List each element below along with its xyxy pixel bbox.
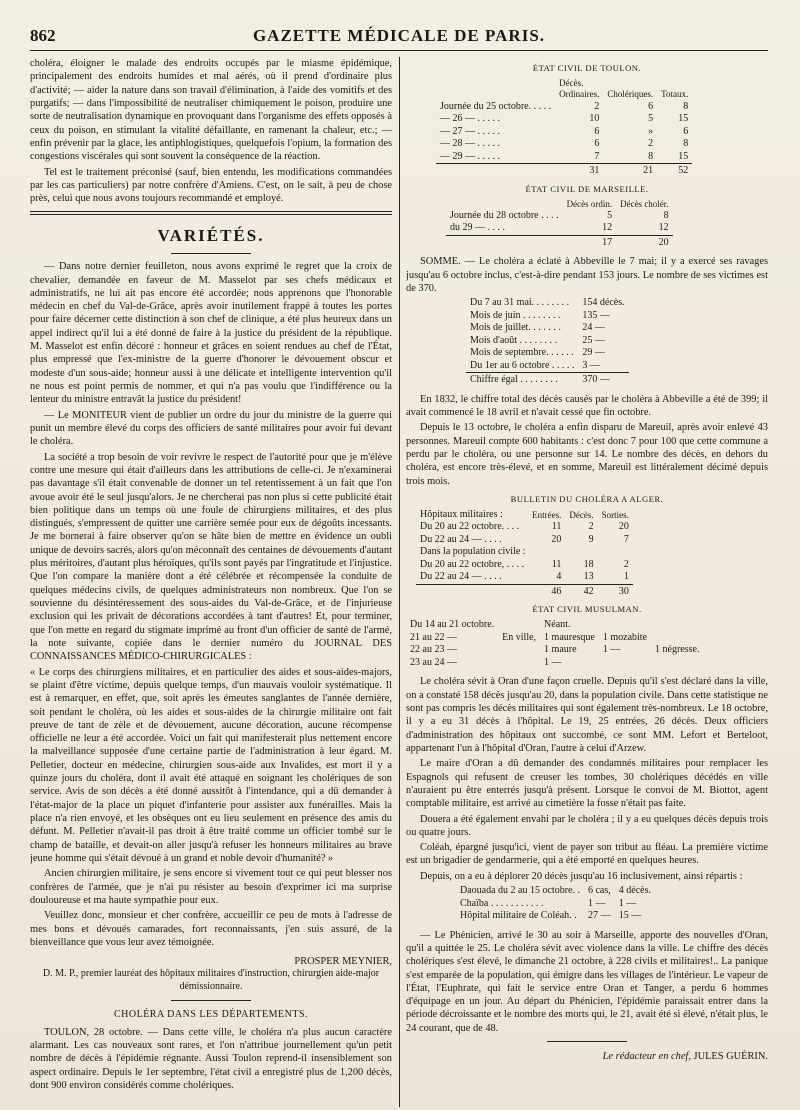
total-cell: 17 <box>563 235 616 249</box>
cell: 1 mozabite <box>602 631 648 643</box>
somme-paragraph-2: En 1832, le chiffre total des décès causés par le choléra à Abbeville a été de 399; il avait commencé le 18 avril et n'avait cessé que fin octobre. <box>406 393 768 418</box>
total-label: Chiffre égal . . . . . . . . <box>466 373 578 387</box>
musulman-table-title: ÉTAT CIVIL MUSULMAN. <box>532 604 642 615</box>
table-row <box>446 210 673 223</box>
varietes-paragraph-3: La société a trop besoin de voir revivre le respect de l'autorité pour que je m'élève contre une mesure qui était d'ailleurs dans les attributions de celle-ci. Je n'examinerai pas davantage s'il était convenable de donner un tel retentissement à un fait que l'on avoue avoir été le seul jusqu'alors. Je ne chercherai pas non plus si cette publicité était bien politique dans un temps où une foule de chirurgiens militaires, et des plus distingués, s'empressent de quitter une carrière semée pour eux de dégoûts incessants. Je me bornerai à faire observer qu'on se hâte bien de mettre en évidence un oubli unique de devoirs sacrés, alors qu'on méconnaît des centaines de dévouements d'autant plus méritoires, d'autant plus héroïques, qu'ils sont payés par l'ingratitude et l'injustice. Que l'on compare la manière dont a été célébrée et récompensée la conduite de quelques médecins civils, de quelques administrateurs non nombreux. Que l'on se souvienne du désintéressement des sous-aides du Val-de-Grâce, et de l'injurieuse exclusion qui les privait de décorations accordées à tant d'autres! Et, pour terminer, que l'on mette en regard du stigmate imprimé au front d'un officier de santé de l'armé, la note suivante, copiée dans le dernier numéro du JOURNAL DES CONNAISSANCES MÉDICO-CHIRURGICALES : <box>30 451 392 663</box>
cell: 5 <box>607 209 613 221</box>
row-label: Mois de septembre. . . . . . <box>470 347 574 359</box>
cell <box>599 657 651 670</box>
abbeville-table <box>466 297 629 387</box>
table-row <box>416 534 633 547</box>
signature-name: PROSPER MEYNIER, <box>294 956 392 968</box>
cell <box>651 632 703 645</box>
table-row <box>406 632 703 645</box>
total-cell: 370 — <box>578 373 628 387</box>
continuation-paragraph-2: Tel est le traitement préconisé (sauf, bien entendu, les modifications commandées par les cas particuliers) par notre confrère d'Amiens. C'est, on le sait, à peu de chose près, celui que nous avons toujours recommandé et employé. <box>30 166 392 205</box>
continuation-paragraph: choléra, éloigner le malade des endroits occupés par le miasme épidémique, principalement des endroits humides et mal aérés, où il prend d'ordinaire plus d'activité; — aider la nature dans son travail d'élimination, à l'aide des vomitifs et des purgatifs; — dans l'impossibilité de neutraliser chimiquement le poison, produire une sorte de neutralisation dynamique en provoquant dans l'organisme des effets opposés à ceux du poison, en stimulant la vitalité défaillante, en ramenant la chaleur, etc.; — enfin prévenir par la glace, les antiphlogistiques, quelquefois l'opium, la formation des congestions viscérales qui sont souvent la conséquence de la réaction. <box>30 58 392 163</box>
cell: 3 — <box>582 359 600 371</box>
row-label: 22 au 23 — <box>410 644 457 656</box>
cell: 20 <box>618 521 629 533</box>
total-cell: 30 <box>598 584 633 598</box>
columns <box>30 57 768 1107</box>
quoted-passage <box>30 666 392 866</box>
cell: 1 maure <box>544 644 577 656</box>
somme-paragraph-1: SOMME. — Le choléra a éclaté à Abbeville le 7 mai; il y a exercé ses ravages jusqu'au 6 octobre inclus, c'est-à-dire pendant 153 jours. Le nombre de ses victimes est de 370. <box>406 256 768 294</box>
cell: 15 — <box>618 910 642 922</box>
total-cell: 52 <box>657 164 692 178</box>
row-label: — 29 — . . . . . <box>440 150 500 162</box>
row-label: Du 14 au 21 octobre. <box>410 619 495 631</box>
table-row <box>456 910 655 923</box>
cell: 4 <box>556 571 562 583</box>
cell: 24 — <box>582 322 605 334</box>
cell <box>651 619 703 632</box>
table-header: Ordinaires. <box>559 89 600 100</box>
toulon-paragraph: TOULON, 28 octobre. — Dans cette ville, le choléra n'a plus aucun caractère alarmant. Les cas nouveaux sont rares, et l'on n'attribue journellement qu'un petit nombre de décès à l'épidémie régnante. Aussi Toulon reprend-il insensiblement son aspect ordinaire. Depuis le 1er septembre, l'état civil a enregistré plus de 1,200 décès, dont 900 environ considérés comme cholériques. <box>30 1026 392 1092</box>
row-label: 23 au 24 — <box>410 656 457 668</box>
cell <box>651 657 703 670</box>
cell <box>498 657 540 670</box>
table-header: Décès. <box>569 509 594 520</box>
cell <box>498 644 540 657</box>
oran-paragraph-3: Douera a été également envahi par le choléra ; il y a eu quelques décès depuis trois ou quatre jours. <box>406 813 768 838</box>
table-row <box>466 347 629 360</box>
total-cell: 21 <box>603 164 657 178</box>
title-rule <box>171 253 251 254</box>
coleah-table <box>456 885 655 923</box>
table-header: Cholériques. <box>607 89 654 100</box>
total-cell: 42 <box>565 584 597 598</box>
cell: 10 <box>589 113 600 124</box>
row-label: Du 7 au 31 mai. . . . . . . . <box>470 297 570 309</box>
cell: 1 négresse. <box>655 644 700 656</box>
closing-rule <box>547 1041 627 1042</box>
cell: 8 <box>683 138 689 149</box>
quote-text: « Le corps des chirurgiens militaires, et en particulier des aides et sous-aides-majors, se plaint d'être victime, depuis quelque temps, d'un mauvais vouloir systématique. Il est à remarquer, en effet, que, soit après les émeutes sanglantes de l'année dernière, soit pendant le choléra, où les aides et sous-aides de la chirurgie militaire ont fait preuve de tant de zèle et de dévouement, aucune décoration, aucune récompense officielle ne leur a été accordée. Voici un fait qui manifesterait plus nettement encore la malveillance supposée d'une certaine partie de l'administration à leur égard. M. Pelletier, docteur en médecine, chirurgien sous-aide aux Invalides, est mort il y a quinze jours du choléra, dont il avait été attaqué en soignant les cholériques de son service. Avis de son décès a été donné aussitôt à l'intendance, qui a dû demander à l'état-major de la place un piquet d'infanterie pour assister aux funérailles. Mais la place n'a rien envoyé, et les obsèques ont eu lieu seulement en présence des amis du défunt. M. Pelletier n'avait-il pas droit à être traité comme un officier tombé sur le champ de bataille, et devait-on aller jusqu'à refuser les honneurs militaires au brave jeune homme qui s'était dévoué à un grand et noble devoir d'humanité? » <box>30 666 392 864</box>
coleah-paragraph-1: Coléah, épargné jusqu'ici, vient de payer son tribut au fléau. La première victime est un brigadier de gendarmerie, qui a été emporté en quelques heures. <box>406 842 768 867</box>
table-row <box>436 101 692 114</box>
cell: 1 — <box>544 656 562 668</box>
cell: 1 <box>623 571 629 583</box>
cell: 15 <box>678 113 689 124</box>
cell: 1 — <box>587 897 606 909</box>
cholera-departements-title: CHOLÉRA DANS LES DÉPARTEMENTS. <box>113 1009 309 1021</box>
table-row <box>436 151 692 164</box>
cell: 7 <box>623 533 629 545</box>
musulman-table <box>406 619 703 669</box>
cell: 9 <box>588 533 594 545</box>
editor-signature <box>406 1050 768 1063</box>
total-cell: 20 <box>616 235 672 249</box>
row-label: Hôpitaux militaires : <box>420 508 503 520</box>
row-label: Dans la population civile : <box>420 546 526 558</box>
table-row <box>416 571 633 584</box>
row-label: Du 22 au 24 — . . . . <box>420 571 502 583</box>
cell: 6 cas, <box>587 885 611 897</box>
table-row <box>466 335 629 348</box>
table-row <box>466 297 629 310</box>
row-label: — 26 — . . . . . <box>440 113 500 124</box>
cell: 135 — <box>582 309 610 321</box>
row-label: Daouada du 2 au 15 octobre. . <box>460 885 580 897</box>
cell: 15 <box>678 150 689 162</box>
table-header: Totaux. <box>661 89 689 100</box>
totals-row <box>446 235 673 249</box>
row-label: Du 20 au 22 octobre, . . . . <box>420 558 525 570</box>
cell: 11 <box>551 558 562 570</box>
cell: 12 <box>602 222 613 234</box>
cell: » <box>648 125 654 137</box>
row-label: Mois de juin . . . . . . . . <box>470 309 561 321</box>
page-number: 862 <box>30 26 56 45</box>
alger-table-title: BULLETIN DU CHOLÉRA A ALGER. <box>510 493 664 504</box>
cell: 18 <box>583 558 594 570</box>
table-header: Sorties. <box>601 509 629 520</box>
cell: 12 <box>658 222 669 234</box>
toulon-table <box>436 78 692 178</box>
cell: 6 <box>594 125 600 137</box>
cell: 13 <box>583 571 594 583</box>
table-row <box>416 521 633 534</box>
table-row <box>406 657 703 670</box>
row-label: Journée du 25 octobre. . . . . <box>440 100 552 112</box>
cell: 27 — <box>587 910 611 922</box>
totals-row <box>416 584 633 598</box>
varietes-paragraph-4: Ancien chirurgien militaire, je sens encore si vivement tout ce qui peut blesser nos confrères de l'armée, que je n'ai pu résister au besoin d'exprimer ici ma surprise douloureuse et ma haute sympathie pour eux. <box>30 868 392 906</box>
oran-paragraph-1: Le choléra sévit à Oran d'une façon cruelle. Depuis qu'il s'est déclaré dans la ville, on a constaté 158 décès jusqu'au 20, dans la population civile. Dans cette statistique ne sont pas compris les décès militaires qui sont également très-nombreux. Le 18 octobre, il y a eu 31 décès à l'hôpital. Le 19, 25 entrées, 26 décès. Deux officiers d'administration des hôpitaux ont succombé, ce sont MM. Lefort et Berteloot, appartenant l'un à l'hôpital d'Oran, l'autre à celui d'Arzew. <box>406 676 768 754</box>
marseille-table <box>446 199 673 250</box>
table-row <box>466 310 629 323</box>
cell: 5 <box>648 113 654 124</box>
varietes-paragraph-2: — Le MONITEUR vient de publier un ordre du jour du ministre de la guerre qui punit un membre élevé du corps des officiers de santé militaires pour avoir fui devant le choléra. <box>30 409 392 448</box>
cell: 1 — <box>602 644 621 656</box>
cell: 8 <box>663 209 669 221</box>
row-label: du 29 — . . . . <box>450 222 505 234</box>
running-title: GAZETTE MÉDICALE DE PARIS. <box>252 26 546 45</box>
table-header: Entrées. <box>532 509 562 520</box>
table-row <box>436 113 692 126</box>
somme-paragraph-3: Depuis le 13 octobre, le choléra a enfin disparu de Mareuil, après avoir enlevé 43 personnes. Mareuil compte 600 habitants : c'est donc 7 pour 100 que cette commune a perdu par le choléra, ou une personne sur 14. Le nombre des décès, en dehors du choléra, est encore très-élevé, et en somme, Mareuil est littéralement décimé depuis trois mois. <box>406 422 768 487</box>
table-row <box>416 559 633 572</box>
row-label: Du 20 au 22 octobre. . . . <box>420 521 520 533</box>
cell: 29 — <box>582 347 605 359</box>
section-rule <box>171 1000 251 1001</box>
totals-row <box>436 164 692 178</box>
table-row <box>456 898 655 911</box>
cell: 2 <box>648 138 654 149</box>
row-label: Chaïba . . . . . . . . . . . <box>460 897 544 909</box>
table-header: Décès cholér. <box>620 198 669 209</box>
row-label: — 28 — . . . . . <box>440 138 500 149</box>
page-header <box>30 26 768 51</box>
cell: 7 <box>594 150 600 162</box>
row-label: Du 22 au 24 — . . . . <box>420 533 502 545</box>
table-row <box>466 360 629 373</box>
editor-name: JULES GUÉRIN. <box>693 1051 768 1063</box>
total-cell: 31 <box>555 164 603 178</box>
row-label: Du 1er au 6 octobre . . . . . <box>470 359 575 371</box>
table-row <box>436 138 692 151</box>
varietes-title: VARIÉTÉS. <box>157 226 265 246</box>
phenicien-paragraph: — Le Phénicien, arrivé le 30 au soir à Marseille, apporte des nouvelles d'Oran, qu'il a quittée le 25. Le choléra sévit avec violence dans la ville. Le chiffre des décès cholériques s'est élevé, le dimanche 21 octobre, à 228 civils et militaires!.. La panique s'est emparée de la population, qui émigre dans les villages de l'intérieur. Le vapeur de l'État, l'Euphrate, qui fait le service entre Oran et Tanger, a perdu 6 hommes d'équipage en un jour. Au départ du Phénicien, l'épidémie paraissait entrer dans la période décroissante et le nombre des morts qui, le 21, avait été si élevé, n'était plus, le 24 courant, que de 48. <box>406 929 768 1034</box>
cell: 1 — <box>618 897 637 909</box>
marseille-table-title: ÉTAT CIVIL DE MARSEILLE. <box>525 183 649 194</box>
toulon-table-title: ÉTAT CIVIL DE TOULON. <box>532 63 642 73</box>
row-label: Mois de juillet. . . . . . . <box>470 322 561 334</box>
column-divider <box>399 57 400 1107</box>
cell: 2 <box>594 100 600 112</box>
cell: 1 mauresque <box>544 631 595 643</box>
table-row <box>436 126 692 139</box>
cell: 20 <box>551 533 562 545</box>
coleah-paragraph-2: Depuis, on a eu à déplorer 20 décès jusqu'au 16 inclusivement, ainsi répartis : <box>420 870 743 882</box>
section-divider <box>30 211 392 215</box>
table-row <box>456 885 655 898</box>
cell: En ville, <box>502 631 537 643</box>
table-row <box>406 644 703 657</box>
varietes-paragraph-5: Veuillez donc, monsieur et cher confrère, accueillir ce peu de mots à l'adresse de mes bons et dévoués camarades, fort reconnaissants, j'en suis assuré, de la bienveillance que vous leur avez témoignée. <box>30 910 392 948</box>
table-header: Décès ordin. <box>566 198 613 209</box>
cell: 6 <box>683 125 689 137</box>
total-cell: 46 <box>528 584 565 598</box>
cell: 11 <box>551 521 562 533</box>
table-row <box>466 322 629 335</box>
cell: 6 <box>594 138 600 149</box>
left-column <box>30 57 392 1107</box>
table-row <box>406 619 703 632</box>
cell: Néant. <box>544 619 571 631</box>
cell: 154 décès. <box>582 297 625 309</box>
cell: 25 — <box>582 334 605 346</box>
cell: 2 <box>623 558 629 570</box>
row-label: Mois d'août . . . . . . . . <box>470 334 558 346</box>
cell: 2 <box>588 521 594 533</box>
totals-row <box>466 373 629 387</box>
row-label: — 27 — . . . . . <box>440 125 500 137</box>
right-column <box>406 57 768 1107</box>
oran-paragraph-2: Le maire d'Oran a dû demander des condamnés militaires pour remplacer les Espagnols qui refusent de creuser les tombes, 30 cholériques décédés en ville n'auraient pu être enterrés jusqu'à présent. Lorsque le convoi de M. Biottot, agent comptable militaire, est arrivé au cimetière la fosse n'était pas faite. <box>406 758 768 810</box>
table-row <box>446 222 673 235</box>
cell: 4 décès. <box>618 885 651 897</box>
signature-title: D. M. P., premier lauréat des hôpitaux militaires d'instruction, chirurgien aide-major démissionnaire. <box>42 968 380 993</box>
row-label: Hôpital militaire de Coléah. . <box>460 910 577 922</box>
cell <box>599 619 651 632</box>
row-label: Journée du 28 octobre . . . . <box>450 209 559 221</box>
cell: 8 <box>683 100 689 112</box>
row-label: 21 au 22 — <box>410 631 457 643</box>
signature-block <box>30 955 392 994</box>
cell: 6 <box>648 100 654 112</box>
alger-table <box>416 509 633 599</box>
cell: 8 <box>648 150 654 162</box>
cell <box>498 619 540 632</box>
editor-label: Le rédacteur en chef, <box>602 1051 691 1063</box>
varietes-paragraph-1: — Dans notre dernier feuilleton, nous avons exprimé le regret que la croix de chevalier, demandée en faveur de M. Masselot par ses chefs médicaux et administratifs, ne lui ait pas encore été accordée; nous apprenons que l'honorable médecin en chef du Val-de-Grâce, après avoir inutilement frappé à toutes les portes pour faire décerner cette distinction à son chef de clinique, a été plus heureux dans un appel indirect qu'il lui a été donné de faire à la justice du président de la république. M. Masselot est enfin décoré : honneur et grâces en soient rendues au chef de l'État, plus empressé que l'ex-ministre de la guerre d'honorer le dévouement obscur et modeste d'un sous-aide; honneur aussi à une délicate et intelligente intervention qu'il ne nous est point permis de nommer, et qui n'a pas voulu que l'indifférence ou la lenteur du ministre entravât la justice du président! <box>30 261 392 406</box>
toulon-group-header: Décès. <box>559 78 584 88</box>
